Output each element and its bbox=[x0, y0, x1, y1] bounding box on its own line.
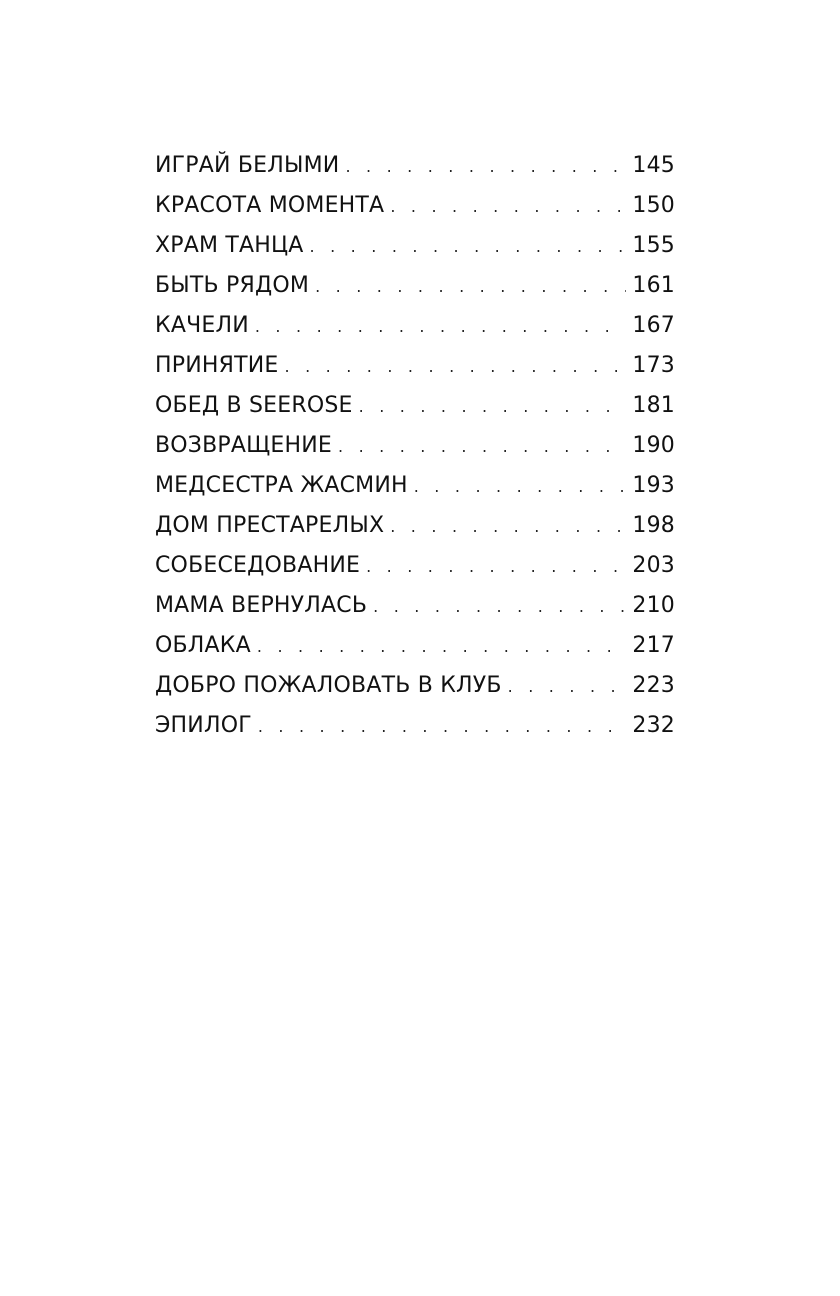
dot-leader bbox=[390, 187, 626, 227]
dot-leader bbox=[338, 427, 626, 467]
toc-entry-page: 161 bbox=[632, 273, 675, 298]
toc-entry bbox=[155, 386, 675, 426]
toc-entry-page: 203 bbox=[632, 553, 675, 578]
toc-entry-title: МЕДСЕСТРА ЖАСМИН bbox=[155, 473, 408, 498]
toc-entry-page: 210 bbox=[632, 593, 675, 618]
toc-entry bbox=[155, 626, 675, 666]
toc-entry bbox=[155, 546, 675, 586]
toc-entry-title: СОБЕСЕДОВАНИЕ bbox=[155, 553, 361, 578]
toc-entry-title: ОБЕД В SEEROSE bbox=[155, 393, 353, 418]
toc-entry-page: 217 bbox=[632, 633, 675, 658]
toc-entry-title: ВОЗВРАЩЕНИЕ bbox=[155, 433, 332, 458]
toc-entry bbox=[155, 186, 675, 226]
dot-leader bbox=[285, 347, 627, 387]
toc-entry bbox=[155, 426, 675, 466]
toc-entry-page: 167 bbox=[632, 313, 675, 338]
dot-leader bbox=[390, 507, 626, 547]
toc-entry-page: 145 bbox=[632, 153, 675, 178]
toc-entry bbox=[155, 466, 675, 506]
toc-entry-page: 173 bbox=[632, 353, 675, 378]
toc-entry-title: ЭПИЛОГ bbox=[155, 713, 252, 738]
toc-entry-title: ДОБРО ПОЖАЛОВАТЬ В КЛУБ bbox=[155, 673, 502, 698]
toc-entry bbox=[155, 586, 675, 626]
toc-entry-title: ПРИНЯТИЕ bbox=[155, 353, 279, 378]
toc-entry-title: ДОМ ПРЕСТАРЕЛЫХ bbox=[155, 513, 385, 538]
toc-entry-page: 181 bbox=[632, 393, 675, 418]
toc-entry-page: 198 bbox=[632, 513, 675, 538]
toc-entry bbox=[155, 306, 675, 346]
dot-leader bbox=[359, 387, 627, 427]
table-of-contents bbox=[155, 146, 675, 746]
toc-entry-title: ХРАМ ТАНЦА bbox=[155, 233, 304, 258]
toc-entry-page: 155 bbox=[632, 233, 675, 258]
toc-entry bbox=[155, 506, 675, 546]
dot-leader bbox=[257, 627, 627, 667]
toc-entry bbox=[155, 146, 675, 186]
dot-leader bbox=[345, 147, 626, 187]
toc-entry bbox=[155, 346, 675, 386]
toc-entry-page: 193 bbox=[632, 473, 675, 498]
dot-leader bbox=[373, 587, 626, 627]
toc-entry-title: МАМА ВЕРНУЛАСЬ bbox=[155, 593, 368, 618]
dot-leader bbox=[310, 227, 627, 267]
toc-entry bbox=[155, 666, 675, 706]
toc-entry-title: ОБЛАКА bbox=[155, 633, 251, 658]
toc-entry bbox=[155, 266, 675, 306]
dot-leader bbox=[508, 667, 627, 707]
toc-entry-page: 232 bbox=[632, 713, 675, 738]
toc-entry-page: 190 bbox=[632, 433, 675, 458]
toc-entry bbox=[155, 226, 675, 266]
dot-leader bbox=[366, 547, 626, 587]
dot-leader bbox=[414, 467, 627, 507]
toc-entry-title: ИГРАЙ БЕЛЫМИ bbox=[155, 153, 340, 178]
toc-entry-title: БЫТЬ РЯДОМ bbox=[155, 273, 310, 298]
toc-entry-title: КАЧЕЛИ bbox=[155, 313, 249, 338]
toc-entry-page: 223 bbox=[632, 673, 675, 698]
dot-leader bbox=[315, 267, 626, 307]
toc-entry bbox=[155, 706, 675, 746]
toc-entry-page: 150 bbox=[632, 193, 675, 218]
dot-leader bbox=[255, 307, 627, 347]
toc-entry-title: КРАСОТА МОМЕНТА bbox=[155, 193, 385, 218]
dot-leader bbox=[258, 707, 627, 747]
